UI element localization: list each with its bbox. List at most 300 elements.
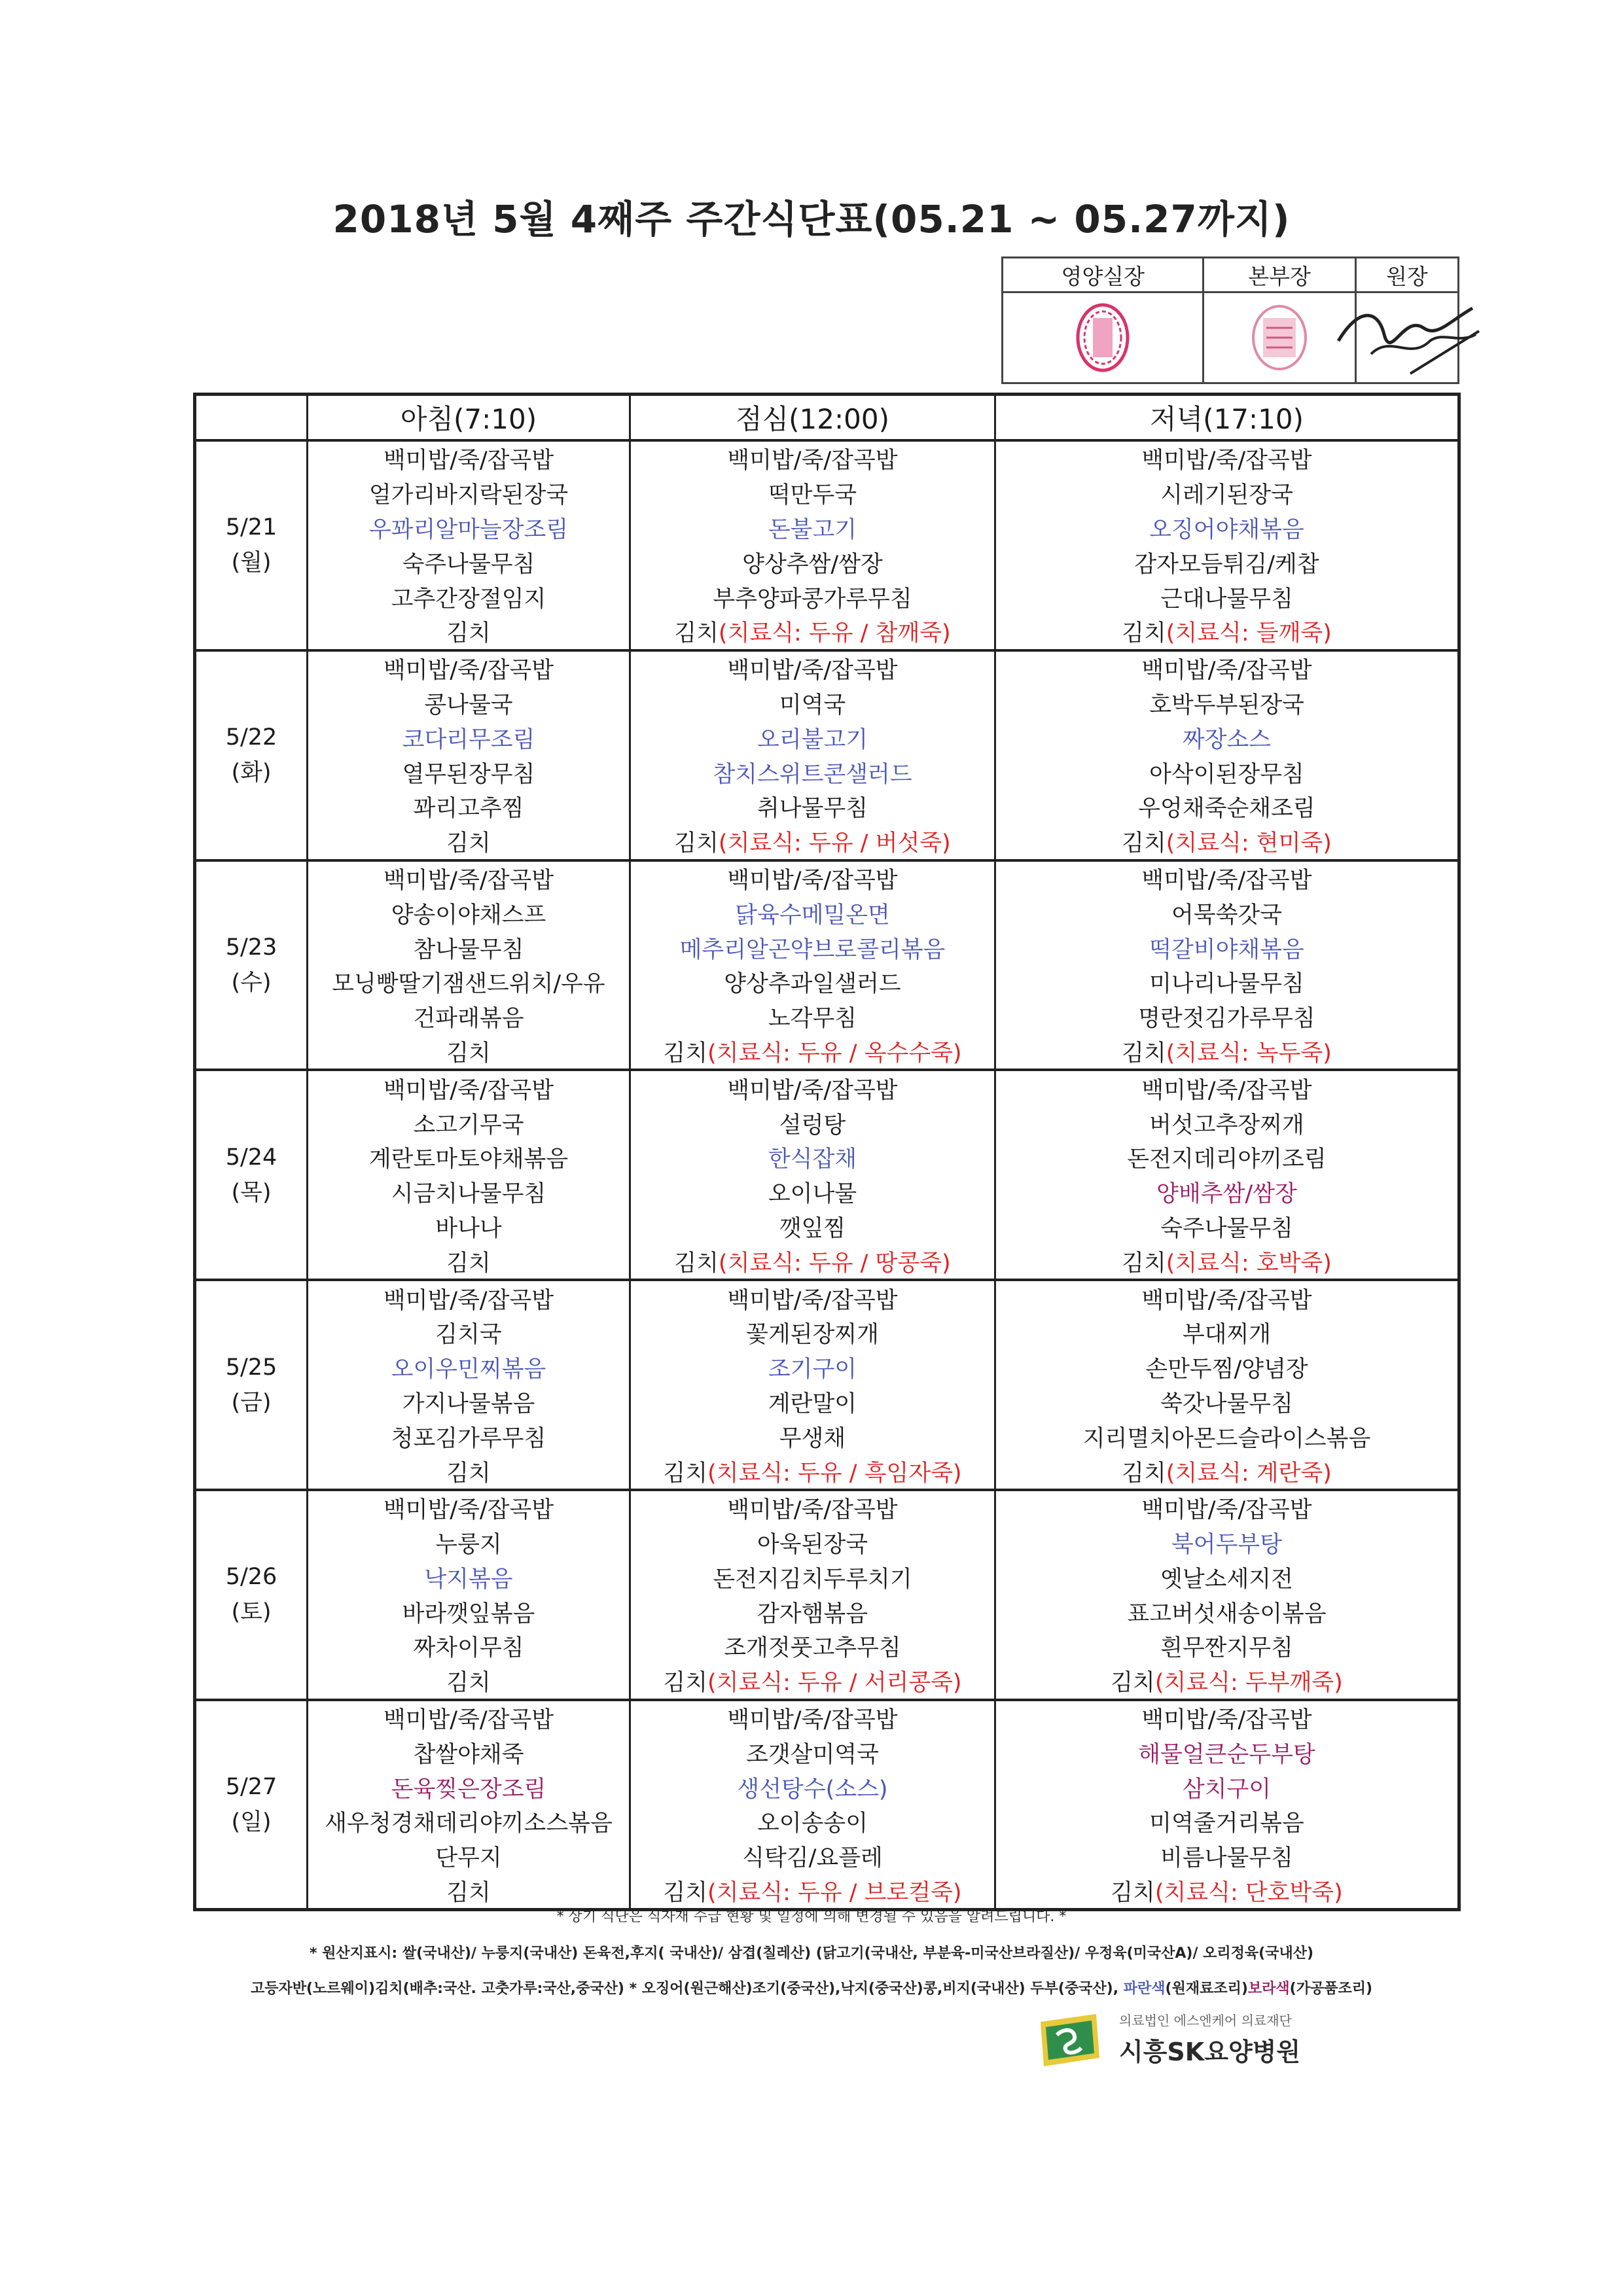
menu-item-text: 깻잎찜 [779, 1215, 846, 1242]
approval-signature-head [1355, 292, 1458, 383]
menu-row [195, 511, 1459, 546]
dinner-item [995, 1805, 1459, 1839]
breakfast-item [308, 1070, 630, 1106]
menu-item-text: 김치 [663, 1670, 708, 1697]
menu-item-text: 꽃게된장찌개 [746, 1322, 879, 1349]
menu-item-text: 조기구이 [768, 1356, 857, 1383]
breakfast-item [308, 580, 630, 614]
menu-item-text: 양상추쌈/쌈장 [742, 551, 883, 578]
menu-item-text: 아삭이된장무침 [1149, 761, 1304, 788]
menu-row [195, 614, 1459, 650]
day-weekday: (월) [231, 550, 272, 576]
origin-text: 고등자반(노르웨이)김치(배추:국산. 고춧가루:국산,중국산) * 오징어(원근해산)조기(중국산),낙지(중국산)콩,비지(국내산) 두부(중국산), [250, 1981, 1124, 1997]
menu-item-text: 돈전지데리야끼조림 [1127, 1146, 1327, 1173]
therapeutic-diet-note: (치료식: 두유 / 버섯죽) [718, 830, 951, 857]
menu-row [195, 1770, 1459, 1805]
lunch-item [630, 1629, 995, 1664]
dinner-item [995, 1140, 1459, 1175]
breakfast-item [308, 1454, 630, 1490]
dinner-item [995, 580, 1459, 614]
menu-item-text: 김치 [446, 1040, 491, 1067]
menu-item-text: 비름나물무침 [1160, 1845, 1293, 1872]
menu-item-text: 김치 [446, 1880, 491, 1907]
menu-item-text: 김치 [1122, 830, 1166, 857]
lunch-item [630, 720, 995, 755]
menu-row [195, 1316, 1459, 1351]
origin-label-line2 [0, 1977, 1623, 1998]
menu-row [195, 860, 1459, 896]
menu-item-text: 북어두부탕 [1171, 1532, 1283, 1559]
menu-row [195, 1385, 1459, 1420]
menu-item-text: 옛날소세지전 [1160, 1566, 1293, 1593]
menu-item-text: 계란말이 [768, 1390, 857, 1417]
therapeutic-diet-note: (치료식: 계란죽) [1166, 1460, 1332, 1487]
dinner-item [995, 1385, 1459, 1420]
lunch-item [630, 1175, 995, 1210]
menu-row [195, 650, 1459, 686]
day-date: 5/27 [225, 1774, 277, 1801]
day-date: 5/23 [225, 934, 277, 961]
menu-row [195, 1839, 1459, 1874]
menu-item-text: 명란젓김가루무침 [1138, 1006, 1315, 1033]
menu-row [195, 686, 1459, 721]
menu-row [195, 1700, 1459, 1736]
menu-item-text: 메추리알곤약브로콜리볶음 [679, 936, 946, 963]
lunch-item [630, 686, 995, 721]
menu-item-text: 참나물무침 [413, 936, 524, 963]
menu-row [195, 755, 1459, 790]
menu-row [195, 1629, 1459, 1664]
menu-row [195, 896, 1459, 930]
menu-item-text: 김치 [674, 1250, 719, 1277]
lunch-item [630, 860, 995, 896]
day-weekday: (토) [231, 1599, 272, 1626]
approval-stamp-nutrition [1003, 292, 1204, 383]
day-date: 5/25 [225, 1354, 277, 1381]
menu-row [195, 1351, 1459, 1385]
menu-row [195, 1595, 1459, 1629]
dinner-item [995, 1351, 1459, 1385]
menu-item-text: 백미밥/죽/잡곡밥 [383, 658, 554, 684]
breakfast-item [308, 1175, 630, 1210]
menu-item-text: 백미밥/죽/잡곡밥 [1141, 1287, 1312, 1314]
breakfast-item [308, 1244, 630, 1280]
menu-item-text: 얼가리바지락된장국 [368, 482, 569, 509]
menu-row [195, 1454, 1459, 1490]
lunch-item [630, 1595, 995, 1629]
lunch-item [630, 965, 995, 1000]
lunch-item [630, 440, 995, 476]
lunch-item [630, 1490, 995, 1526]
day-cell [195, 1280, 308, 1490]
menu-item-text: 삼치구이 [1182, 1776, 1272, 1803]
lunch-item [630, 1070, 995, 1106]
menu-item-text: 김치 [1111, 1670, 1155, 1697]
therapeutic-diet-note: (치료식: 두유 / 서리콩죽) [707, 1670, 962, 1697]
dinner-item [995, 1595, 1459, 1629]
lunch-item [630, 1280, 995, 1316]
menu-item-text: 호박두부된장국 [1149, 692, 1304, 718]
menu-item-text: 미역국 [779, 692, 846, 718]
dinner-item [995, 1244, 1459, 1280]
menu-item-text: 백미밥/죽/잡곡밥 [727, 448, 898, 474]
lunch-item [630, 1664, 995, 1700]
breakfast-item [308, 1351, 630, 1385]
menu-item-text: 김치 [446, 1460, 491, 1487]
dinner-item [995, 720, 1459, 755]
menu-item-text: 부대찌개 [1182, 1322, 1272, 1349]
lunch-item [630, 650, 995, 686]
approval-label-nutrition: 영양실장 [1003, 258, 1204, 292]
menu-item-text: 미나리나물무침 [1149, 971, 1304, 998]
menu-item-text: 조개젓풋고추무침 [724, 1635, 901, 1662]
menu-item-text: 백미밥/죽/잡곡밥 [1141, 867, 1312, 894]
breakfast-item [308, 440, 630, 476]
day-cell [195, 860, 308, 1070]
day-cell [195, 1070, 308, 1280]
therapeutic-diet-note: (치료식: 두유 / 땅콩죽) [718, 1250, 951, 1277]
menu-item-text: 김치 [1122, 620, 1166, 647]
menu-row [195, 1664, 1459, 1700]
dinner-item [995, 1735, 1459, 1770]
menu-item-text: 아욱된장국 [757, 1532, 868, 1559]
dinner-item [995, 1210, 1459, 1245]
menu-item-text: 김치 [663, 1880, 708, 1907]
menu-item-text: 바라깻잎볶음 [402, 1600, 535, 1627]
menu-item-text: 숙주나물무침 [1160, 1215, 1293, 1242]
breakfast-item [308, 1385, 630, 1420]
menu-item-text: 돈불고기 [768, 516, 857, 543]
menu-item-text: 백미밥/죽/잡곡밥 [727, 658, 898, 684]
menu-item-text: 오이나물 [768, 1181, 857, 1208]
menu-item-text: 가지나물볶음 [402, 1390, 535, 1417]
menu-item-text: 오이우민찌볶음 [391, 1356, 546, 1383]
menu-item-text: 양배추쌈/쌈장 [1156, 1181, 1297, 1208]
menu-item-text: 김치 [446, 1670, 491, 1697]
therapeutic-diet-note: (치료식: 녹두죽) [1166, 1040, 1332, 1067]
menu-item-text: 한식잡채 [768, 1146, 857, 1173]
breakfast-item [308, 1561, 630, 1595]
menu-item-text: 백미밥/죽/잡곡밥 [383, 1707, 554, 1734]
menu-row [195, 1735, 1459, 1770]
breakfast-item [308, 860, 630, 896]
menu-item-text: 새우청경채데리야끼소스볶음 [325, 1810, 613, 1837]
menu-item-text: 청포김가루무침 [391, 1425, 546, 1452]
breakfast-item [308, 1490, 630, 1526]
menu-row [195, 1175, 1459, 1210]
dinner-item [995, 1561, 1459, 1595]
menu-item-text: 백미밥/죽/잡곡밥 [383, 867, 554, 894]
day-date: 5/21 [225, 514, 277, 541]
breakfast-item [308, 545, 630, 580]
menu-item-text: 떡갈비야채볶음 [1149, 936, 1304, 963]
breakfast-item [308, 1000, 630, 1034]
menu-item-text: 미역줄거리볶음 [1149, 1810, 1304, 1837]
dinner-item [995, 860, 1459, 896]
menu-item-text: 누룽지 [435, 1532, 502, 1559]
menu-item-text: 짜장소스 [1182, 726, 1272, 753]
menu-item-text: 감자햄볶음 [757, 1600, 868, 1627]
day-weekday: (일) [231, 1809, 272, 1836]
origin-label-line1: * 원산지표시: 쌀(국내산)/ 누룽지(국내산) 돈육전,후지( 국내산)/ 삼겹(칠레산) (닭고기(국내산, 부분육-미국산브라질산)/ 우정육(미국산A)/ 오리정육(국내산) [309, 1945, 1314, 1962]
approval-box [1001, 256, 1459, 384]
dinner-item [995, 1034, 1459, 1070]
dinner-item [995, 1664, 1459, 1700]
lunch-item [630, 580, 995, 614]
menu-item-text: 계란토마토야채볶음 [368, 1146, 569, 1173]
lunch-item [630, 1874, 995, 1910]
lunch-item [630, 930, 995, 965]
breakfast-item [308, 1106, 630, 1140]
menu-item-text: 돈전지김치두루치기 [713, 1566, 912, 1593]
dinner-item [995, 1526, 1459, 1561]
lunch-item [630, 511, 995, 546]
breakfast-item [308, 1735, 630, 1770]
menu-item-text: 부추양파콩가루무침 [713, 586, 912, 612]
lunch-item [630, 545, 995, 580]
dinner-item [995, 1070, 1459, 1106]
breakfast-item [308, 930, 630, 965]
lunch-item [630, 1805, 995, 1839]
day-weekday: (금) [231, 1389, 272, 1416]
menu-item-text: 백미밥/죽/잡곡밥 [727, 1287, 898, 1314]
menu-row [195, 1805, 1459, 1839]
menu-item-text: 양송이야채스프 [391, 902, 546, 928]
menu-row [195, 720, 1459, 755]
breakfast-item [308, 1629, 630, 1664]
menu-item-text: 백미밥/죽/잡곡밥 [1141, 1707, 1312, 1734]
dinner-item [995, 1280, 1459, 1316]
dinner-item [995, 511, 1459, 546]
menu-row [195, 1070, 1459, 1106]
breakfast-item [308, 511, 630, 546]
menu-row [195, 790, 1459, 824]
dinner-item [995, 614, 1459, 650]
lunch-item [630, 1000, 995, 1034]
dinner-item [995, 650, 1459, 686]
legend-blue: 파란색 [1123, 1981, 1166, 1997]
menu-item-text: 김치 [1122, 1040, 1166, 1067]
menu-item-text: 콩나물국 [424, 692, 513, 718]
menu-item-text: 코다리무조림 [402, 726, 535, 753]
menu-row [195, 1000, 1459, 1034]
dinner-item [995, 790, 1459, 824]
lunch-item [630, 1244, 995, 1280]
menu-item-text: 돈육찢은장조림 [391, 1776, 546, 1803]
breakfast-item [308, 650, 630, 686]
menu-item-text: 백미밥/죽/잡곡밥 [1141, 448, 1312, 474]
menu-item-text: 어묵쑥갓국 [1171, 902, 1283, 928]
breakfast-item [308, 896, 630, 930]
lunch-item [630, 755, 995, 790]
menu-item-text: 시레기된장국 [1160, 482, 1293, 509]
therapeutic-diet-note: (치료식: 현미죽) [1166, 830, 1332, 857]
menu-row [195, 824, 1459, 860]
menu-item-text: 무생채 [779, 1425, 846, 1452]
menu-item-text: 오리불고기 [757, 726, 868, 753]
dinner-item [995, 755, 1459, 790]
notice-text: * 상기 식단은 식자재 수급 현황 및 일정에 의해 변경될 수 있음을 알려드립니다. * [556, 1909, 1067, 1925]
page-title: 2018년 5월 4째주 주간식단표(05.21 ~ 05.27까지) [332, 197, 1291, 241]
menu-row [195, 476, 1459, 511]
menu-row [195, 545, 1459, 580]
approval-label-head: 원장 [1355, 258, 1458, 292]
menu-item-text: 짜차이무침 [413, 1635, 524, 1662]
menu-item-text: 백미밥/죽/잡곡밥 [383, 1497, 554, 1524]
lunch-item [630, 1735, 995, 1770]
menu-item-text: 김치 [446, 620, 491, 647]
dinner-item [995, 1629, 1459, 1664]
menu-item-text: 근대나물무침 [1160, 586, 1293, 612]
menu-row [195, 440, 1459, 476]
menu-item-text: 백미밥/죽/잡곡밥 [727, 1707, 898, 1734]
dinner-item [995, 1839, 1459, 1874]
dinner-item [995, 686, 1459, 721]
menu-item-text: 우꽈리알마늘장조림 [368, 516, 569, 543]
menu-item-text: 김치 [663, 1040, 708, 1067]
menu-item-text: 백미밥/죽/잡곡밥 [1141, 1077, 1312, 1104]
breakfast-item [308, 965, 630, 1000]
legend-blue-desc: (원재료조리) [1165, 1981, 1248, 1997]
menu-item-text: 모닝빵딸기잼샌드위치/우유 [332, 971, 605, 998]
menu-item-text: 생선탕수(소스) [737, 1776, 888, 1803]
approval-label-director: 본부장 [1204, 258, 1355, 292]
day-cell [195, 1490, 308, 1700]
hospital-name: 시흥SK요양병원 [1119, 2038, 1301, 2066]
menu-item-text: 백미밥/죽/잡곡밥 [383, 1287, 554, 1314]
dinner-item [995, 545, 1459, 580]
dinner-item [995, 896, 1459, 930]
menu-item-text: 백미밥/죽/잡곡밥 [383, 448, 554, 474]
lunch-item [630, 1454, 995, 1490]
menu-item-text: 참치스위트콘샐러드 [713, 761, 912, 788]
menu-item-text: 김치 [1111, 1880, 1155, 1907]
therapeutic-diet-note: (치료식: 두부깨죽) [1154, 1670, 1343, 1697]
dinner-item [995, 824, 1459, 860]
menu-item-text: 김치 [663, 1460, 708, 1487]
breakfast-item [308, 614, 630, 650]
menu-item-text: 지리멸치아몬드슬라이스볶음 [1082, 1425, 1371, 1452]
menu-item-text: 김치 [446, 1250, 491, 1277]
dinner-item [995, 1175, 1459, 1210]
breakfast-item [308, 1839, 630, 1874]
lunch-item [630, 1106, 995, 1140]
breakfast-item [308, 1664, 630, 1700]
menu-row [195, 1034, 1459, 1070]
header-blank [195, 395, 308, 441]
breakfast-item [308, 1526, 630, 1561]
therapeutic-diet-note: (치료식: 호박죽) [1166, 1250, 1332, 1277]
breakfast-item [308, 1595, 630, 1629]
menu-item-text: 설렁탕 [779, 1112, 846, 1139]
menu-item-text: 건파래볶음 [413, 1006, 524, 1033]
red-seal-stamp [1247, 302, 1312, 374]
menu-row [195, 1419, 1459, 1454]
menu-item-text: 백미밥/죽/잡곡밥 [1141, 1497, 1312, 1524]
lunch-item [630, 790, 995, 824]
day-cell [195, 650, 308, 860]
menu-item-text: 쑥갓나물무침 [1160, 1390, 1293, 1417]
red-seal-stamp [1073, 302, 1132, 374]
header-breakfast: 아침(7:10) [308, 395, 630, 441]
lunch-item [630, 1561, 995, 1595]
breakfast-item [308, 1034, 630, 1070]
dinner-item [995, 1419, 1459, 1454]
breakfast-item [308, 476, 630, 511]
breakfast-item [308, 1419, 630, 1454]
lunch-item [630, 1385, 995, 1420]
lunch-item [630, 1526, 995, 1561]
menu-item-text: 우엉채죽순채조림 [1138, 796, 1315, 822]
breakfast-item [308, 1770, 630, 1805]
lunch-item [630, 476, 995, 511]
menu-item-text: 김치 [674, 620, 719, 647]
day-cell [195, 1700, 308, 1910]
breakfast-item [308, 1700, 630, 1736]
breakfast-item [308, 1316, 630, 1351]
menu-item-text: 백미밥/죽/잡곡밥 [727, 1077, 898, 1104]
lunch-item [630, 1700, 995, 1736]
menu-row [195, 580, 1459, 614]
menu-item-text: 떡만두국 [768, 482, 857, 509]
day-date: 5/24 [225, 1144, 277, 1171]
menu-item-text: 흰무짠지무침 [1160, 1635, 1293, 1662]
hospital-logo-icon [1034, 2009, 1106, 2071]
menu-item-text: 김치 [446, 830, 491, 857]
breakfast-item [308, 1210, 630, 1245]
menu-header-row [195, 395, 1459, 441]
therapeutic-diet-note: (치료식: 두유 / 흑임자죽) [707, 1460, 962, 1487]
menu-row [195, 1106, 1459, 1140]
menu-row [195, 1210, 1459, 1245]
menu-item-text: 취나물무침 [757, 796, 868, 822]
menu-item-text: 노각무침 [768, 1006, 857, 1033]
breakfast-item [308, 1805, 630, 1839]
dinner-item [995, 1770, 1459, 1805]
menu-item-text: 시금치나물무침 [391, 1181, 546, 1208]
lunch-item [630, 614, 995, 650]
menu-body [195, 440, 1459, 1910]
menu-row [195, 1244, 1459, 1280]
menu-item-text: 꽈리고추찜 [413, 796, 524, 822]
day-date: 5/22 [225, 724, 277, 751]
menu-item-text: 찹쌀야채죽 [413, 1741, 524, 1768]
menu-item-text: 백미밥/죽/잡곡밥 [1141, 658, 1312, 684]
therapeutic-diet-note: (치료식: 단호박죽) [1154, 1880, 1343, 1907]
dinner-item [995, 1700, 1459, 1736]
header-dinner: 저녁(17:10) [995, 395, 1459, 441]
menu-item-text: 감자모듬튀김/케찹 [1134, 551, 1319, 578]
menu-row [195, 1140, 1459, 1175]
menu-item-text: 조갯살미역국 [746, 1741, 879, 1768]
menu-item-text: 식탁김/요플레 [742, 1845, 883, 1872]
lunch-item [630, 1839, 995, 1874]
dinner-item [995, 1316, 1459, 1351]
menu-item-text: 김치 [1122, 1250, 1166, 1277]
lunch-item [630, 1140, 995, 1175]
day-cell [195, 440, 308, 650]
signature-mark [1332, 295, 1482, 380]
legend-purple: 보라색 [1247, 1981, 1290, 1997]
dinner-item [995, 1000, 1459, 1034]
lunch-item [630, 1419, 995, 1454]
menu-row [195, 1526, 1459, 1561]
breakfast-item [308, 755, 630, 790]
menu-row [195, 930, 1459, 965]
menu-item-text: 열무된장무침 [402, 761, 535, 788]
menu-item-text: 김치 [674, 830, 719, 857]
therapeutic-diet-note: (치료식: 두유 / 브로컬죽) [707, 1880, 962, 1907]
